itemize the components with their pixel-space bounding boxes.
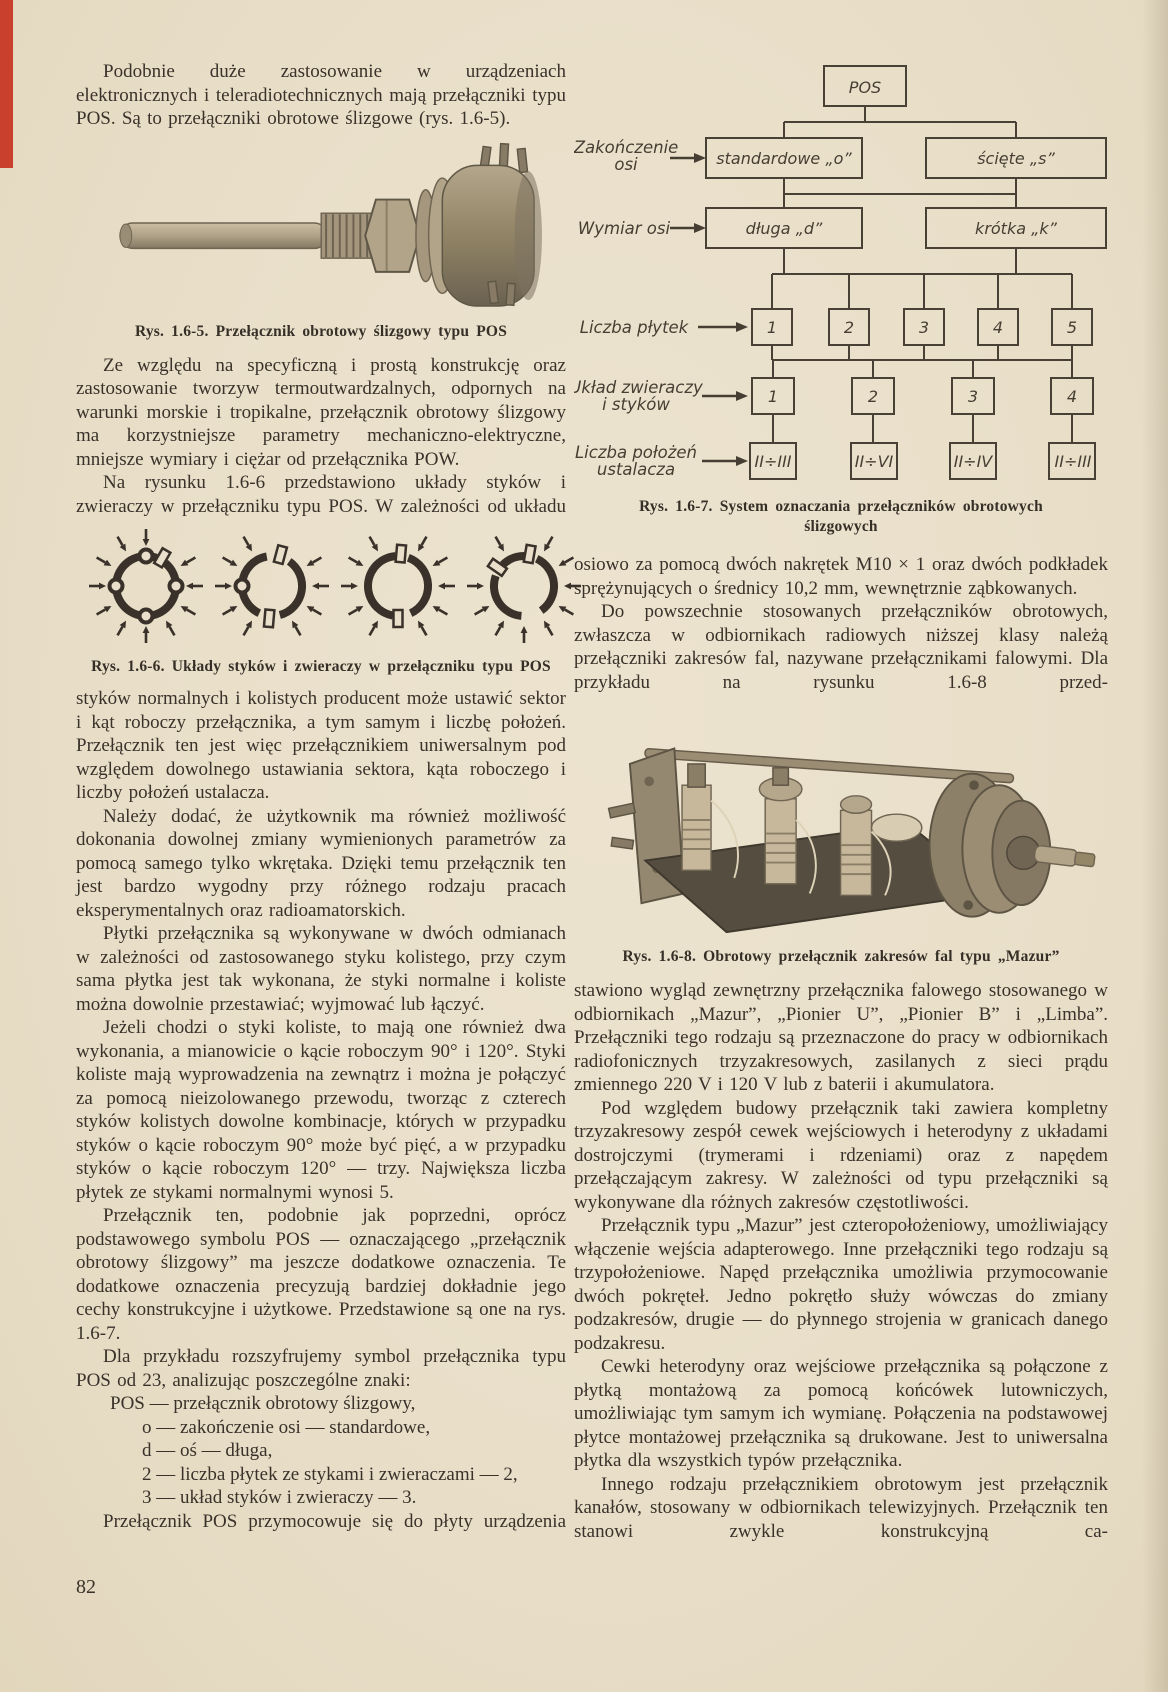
paragraph: Na rysunku 1.6-6 przedstawiono układy styków i zwieraczy w przełączniku typu POS. W zależności od układu [76, 472, 566, 517]
pressure-arrow [244, 537, 249, 546]
symbol-list-item: 3 — układ styków i zwieraczy — 3. [142, 1487, 417, 1508]
pressure-arrow [370, 627, 375, 636]
paragraph: osiowo za pomocą dwóch nakrętek M10 × 1 oraz dwóch podkładek sprężynujących o średnicy 10,2 mm, wewnętrznie ząbkowanych. [574, 554, 1108, 599]
pressure-arrow [475, 610, 484, 615]
contact-diagram [215, 537, 329, 636]
diagram-row-label: Liczba płytek [579, 318, 689, 337]
diagram-label-arrows [670, 153, 748, 466]
trimmer [872, 814, 922, 841]
pressure-arrow [349, 610, 358, 615]
wafer-stack [930, 774, 1051, 917]
pressure-arrow [422, 627, 427, 636]
diagram-box-label: 3 [967, 387, 979, 406]
pressure-arrow [439, 610, 448, 615]
contact-diagram [341, 537, 455, 636]
pressure-arrow [548, 627, 553, 636]
paragraph: Należy dodać, że użytkownik ma również możliwość dokonania dowolnej zmiany wymienionych parametrów za pomocą samego tylko wkrętaka. Dzięki temu przełącznik ten jest bardzo wygodny przy różnego rodzaju pracach eksperymentalnych oraz radioamatorskich. [76, 805, 566, 921]
symbol-list-item: 2 — liczba płytek ze stykami i zwieraczami — 2, [142, 1463, 518, 1485]
pressure-arrowhead [521, 626, 528, 633]
diagram-box-label: krótka „k” [975, 219, 1057, 238]
switch-hex-nut [365, 199, 420, 271]
diagram-box-label: standardowe „o” [716, 149, 852, 168]
contact-bump [140, 610, 153, 623]
pressure-arrowhead [143, 539, 150, 546]
paragraph: Płytki przełącznika są wykonywane w dwóch odmianach w zależności od zastosowanego styku kolistego, przy czym sama płytka jest tak wykonana, że styki normalne i koliste można dowolnie przestawiać; wyjmować lub łączyć. [76, 923, 566, 1015]
paragraph: Przełącznik typu „Mazur” jest czteropołożeniowy, umożliwiający włączenie wejścia adapterowego. Inne przełączniki tego rodzaju są trzypołożeniowe. Napęd przełącznika umożliwia przymocowanie dwóch pokręteł. Jedno pokrętło służy wówczas do zmiany podzakresów, drugie — do płynnego strojenia w granicach danego podzakresu. [574, 1215, 1108, 1354]
pressure-arrow [565, 558, 574, 563]
page-number: 82 [76, 1576, 96, 1598]
paragraph: Cewki heterodyny oraz wejściowe przełącznika są połączone z płytką montażową za pomocą końcówek lutowniczych, umożliwiając tym samym ich wymianę. Połączenia na podstawowej płytce montażowej przełącznika są drukowane. Jest to uniwersalna płytka dla wszystkich typów przełącznika. [574, 1356, 1108, 1471]
diagram-row-label: osi [614, 155, 638, 174]
pressure-arrow [118, 537, 123, 546]
paragraph: Dla przykładu rozszyfrujemy symbol przełącznika typu POS od 23, analizując poszczególne znaki: [76, 1346, 566, 1391]
paragraph: Do powszechnie stosowanych przełączników obrotowych, zwłaszcza w odbiornikach radiowych niższej klasy należą przełączniki zakresów fal, nazywane przełącznikami falowymi. Dla przykładu na rysunku 1.6-8 przed- [574, 601, 1108, 693]
diagram-box-label: długa „d” [745, 219, 823, 238]
figure-contact-layouts [76, 524, 566, 653]
pos-switch-photo-illustration [105, 139, 555, 307]
coil-1 [682, 764, 711, 870]
contact-bump [236, 580, 249, 593]
diagram-row-label: Zakończenie [574, 138, 679, 157]
figure-caption: Rys. 1.6-6. Układy styków i zwieraczy w przełączniku typu POS [91, 658, 551, 675]
page-edge-marker [0, 0, 13, 168]
contact-bump [110, 580, 123, 593]
paragraph: Przełącznik POS przymocowuje się do płyty urządzenia [103, 1510, 566, 1532]
diagram-box-label: II÷VI [854, 452, 894, 471]
pressure-arrow [439, 558, 448, 563]
pressure-arrowhead [312, 583, 319, 590]
diagram-box-label: 3 [918, 318, 930, 337]
figure-caption: Rys. 1.6-7. System oznaczania przełączników obrotowych ślizgowych [639, 498, 1043, 535]
pressure-arrowhead [143, 626, 150, 633]
terminal-tab [396, 545, 406, 563]
symbol-list-item: o — zakończenie osi — standardowe, [142, 1416, 431, 1438]
figure-pos-switch-photo [94, 139, 566, 312]
diagram-box-label: 4 [992, 318, 1004, 337]
symbol-list-item: POS — przełącznik obrotowy ślizgowy, [110, 1393, 416, 1414]
symbol-list-item: d — oś — długa, [142, 1440, 273, 1461]
paragraph: Pod względem budowy przełącznik taki zawiera kompletny trzyzakresowy zespół cewek wejściowych i heterodyny z układami dostrojczymi (trymerami i rdzeniami) oraz z napędem przełączającym zakresy. W zależności od typu przełączniki są wykonywane dla różnych zakresów częstotliwości. [574, 1097, 1108, 1213]
diagram-boxes [706, 66, 1106, 479]
contact-layouts-illustration [76, 524, 588, 648]
pressure-arrowhead [99, 583, 106, 590]
diagram-box-label: 5 [1066, 318, 1078, 337]
paragraph: Podobnie duże zastosowanie w urządzeniach elektronicznych i teleradiotechnicznych mają przełączniki typu POS. Są to przełączniki obrotowe ślizgowe (rys. 1.6-5). [76, 61, 566, 129]
pressure-arrow [244, 627, 249, 636]
diagram-row-label: Układ zwieraczy [574, 378, 703, 397]
pressure-arrowhead [225, 583, 232, 590]
classification-diagram [574, 56, 1108, 484]
pressure-arrowhead [477, 583, 484, 590]
pressure-arrowhead [438, 583, 445, 590]
pressure-arrowhead [186, 583, 193, 590]
diagram-box-label: 4 [1066, 387, 1078, 406]
diagram-row-label: Wymiar osi [577, 219, 671, 238]
terminal-tab [274, 545, 287, 564]
pressure-arrow [223, 558, 232, 563]
pressure-arrowhead [351, 583, 358, 590]
pressure-arrow [118, 627, 123, 636]
diagram-row-label: ustalacza [596, 460, 676, 479]
pressure-arrow [548, 537, 553, 546]
diagram-box-label: 1 [767, 387, 779, 406]
contact-bump [170, 580, 183, 593]
pressure-arrow [97, 558, 106, 563]
diagram-box-label: II÷III [754, 452, 792, 471]
paragraph: Jeżeli chodzi o styki koliste, to mają one również dwa wykonania, a mianowicie o kącie roboczym 90° i 120°. Styki koliste mają wyprowadzenia na zewnątrz i można je połączyć za pomocą nieizolowanego przewodu, tworząc z czterech styków kolistych dowolne kombinacje, których w przypadku styków o kącie roboczym 90° może być pięć, a w przypadku styków o kącie roboczym 120° — trzy. Największa liczba płytek ze stykami normalnymi wynosi 5. [76, 1017, 566, 1203]
pressure-arrow [496, 627, 501, 636]
diagram-box-label: 1 [766, 318, 778, 337]
diagram-box-label: 2 [867, 387, 879, 406]
pressure-arrow [565, 610, 574, 615]
mazur-switch-photo-illustration [581, 704, 1105, 936]
pressure-arrow [170, 627, 175, 636]
diagram-box-label: II÷IV [953, 452, 993, 471]
terminal-tab [264, 610, 274, 628]
diagram-box-label: 2 [843, 318, 855, 337]
diagram-box-label: ścięte „s” [977, 149, 1055, 168]
diagram-row-label: i styków [602, 395, 670, 414]
pressure-arrow [349, 558, 358, 563]
contact-diagram [467, 537, 581, 643]
paragraph: Przełącznik ten, podobnie jak poprzedni, oprócz podstawowego symbolu POS — oznaczającego „przełącznik obrotowy ślizgowy” ma jeszcze dodatkowe oznaczenia. Te dodatkowe oznaczenia precyzują bardziej dokładnie jego cechy konstrukcyjne i użytkowe. Przedstawione są one na rys. 1.6-7. [76, 1205, 566, 1344]
diagram-box-label: II÷III [1054, 452, 1092, 471]
paragraph: styków normalnych i kolistych producent może ustawić sektor i kąt roboczy przełącznika, a tym samym i liczbę położeń. Przełącznik ten jest więc przełącznikiem uniwersalnym pod względem dowolnego ustawiania sektora, kąta roboczego i liczby położeń ustalacza. [76, 688, 566, 803]
diagram-root-box-label: POS [848, 78, 882, 97]
figure-mazur-switch-photo [578, 704, 1108, 941]
pressure-arrow [370, 537, 375, 546]
paragraph: Innego rodzaju przełącznikiem obrotowym jest przełącznik kanałów, stosowany w odbiornikach telewizyjnych. Przełącznik ten stanowi zwykle konstrukcyjną ca- [574, 1473, 1108, 1542]
paragraph: stawiono wygląd zewnętrzny przełącznika falowego stosowanego w odbiornikach „Mazur”, „Pionier U”, „Pionier B” i „Limba”. Przełączniki tego rodzaju są przeznaczone do pracy w odbiornikach radiofonicznych trzyzakresowych, zasilanych z sieci prądu zmiennego 220 V i 120 V lub z baterii i akumulatora. [574, 980, 1108, 1095]
pressure-arrow [187, 558, 196, 563]
terminal-tab [524, 545, 536, 563]
pressure-arrow [496, 537, 501, 546]
figure-caption: Rys. 1.6-5. Przełącznik obrotowy ślizgowy typu POS [134, 322, 508, 340]
contact-bump [140, 550, 153, 563]
pressure-arrow [223, 610, 232, 615]
pressure-arrow [296, 627, 301, 636]
terminal-tab [394, 610, 403, 627]
paragraph: Ze względu na specyficzną i prostą konstrukcję oraz zastosowanie tworzyw termoutwardzalnych, odpornych na warunki morskie i tropikalne, przełącznik obrotowy ślizgowy ma korzystniejsze parametry mechaniczno-elektryczne, mniejsze wymiary i ciężar od przełącznika POW. [76, 354, 566, 470]
contact-diagram [89, 529, 203, 643]
figure-caption: Rys. 1.6-8. Obrotowy przełącznik zakresów fal typu „Mazur” [622, 948, 1060, 965]
pressure-arrow [187, 610, 196, 615]
pressure-arrow [422, 537, 427, 546]
switch-shaft [120, 223, 327, 248]
pressure-arrow [97, 610, 106, 615]
right-column [574, 56, 1108, 1543]
coil-3 [841, 796, 872, 896]
diagram-row-label: Liczba położeń [574, 443, 698, 462]
coil-2 [759, 768, 802, 884]
pressure-arrowhead [564, 583, 571, 590]
pressure-arrow [313, 610, 322, 615]
pressure-arrow [313, 558, 322, 563]
left-column [76, 60, 566, 1533]
